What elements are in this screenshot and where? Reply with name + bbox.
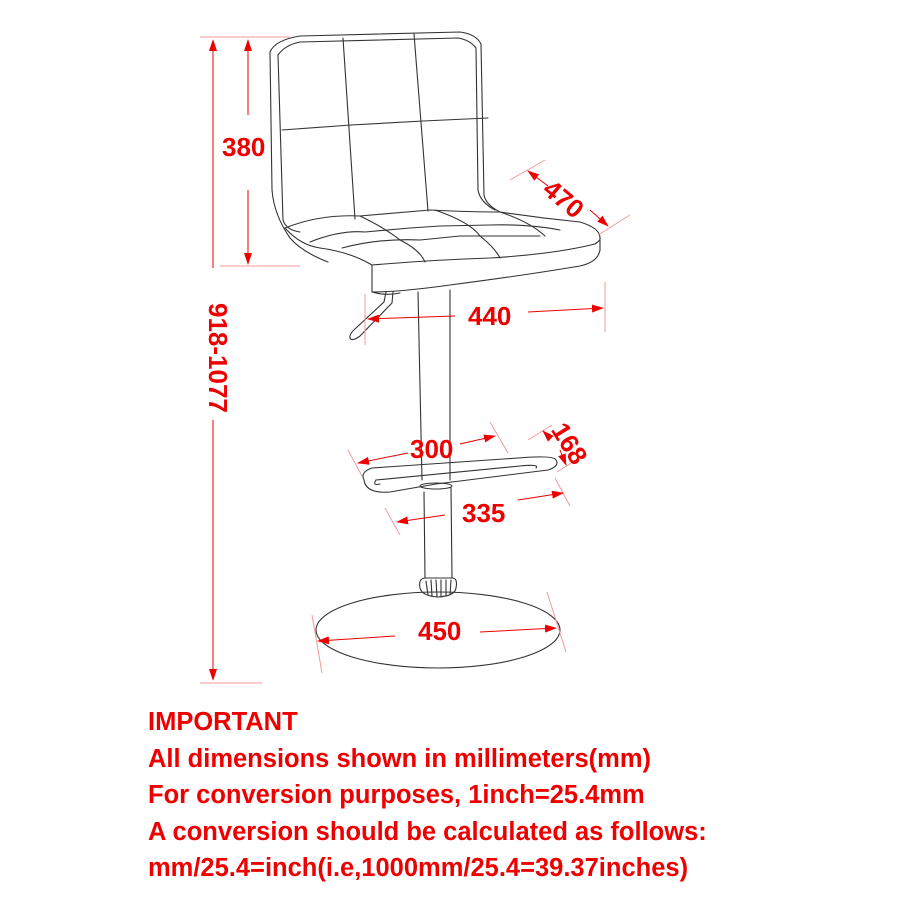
backrest-outer	[270, 32, 500, 212]
notes-line-conversion-intro: A conversion should be calculated as follows:	[148, 817, 707, 846]
conversion-notes	[148, 704, 707, 887]
notes-line-units: All dimensions shown in millimeters(mm)	[148, 744, 652, 773]
height-lever	[350, 292, 393, 340]
dimension-overall-height: 918-1077	[203, 303, 233, 413]
dimension-seat-depth: 470	[537, 173, 590, 225]
dimension-footrest-width-back: 300	[410, 434, 454, 464]
notes-line-conversion-formula: mm/25.4=inch(i.e,1000mm/25.4=39.37inches)	[148, 854, 689, 882]
seat-top	[285, 210, 600, 238]
notes-heading: IMPORTANT	[148, 708, 298, 736]
dimension-base-diameter: 450	[418, 616, 462, 646]
stool-outline	[270, 32, 600, 668]
dimension-footrest-width-front: 335	[462, 498, 506, 528]
backrest-inner	[278, 38, 495, 210]
dimension-lines	[213, 40, 608, 680]
footrest-ring	[363, 457, 557, 492]
dimension-seat-width: 440	[468, 301, 512, 331]
dimension-footrest-depth: 168	[545, 417, 594, 470]
dimension-backrest-height: 380	[222, 132, 266, 162]
notes-line-conversion-factor: For conversion purposes, 1inch=25.4mm	[148, 781, 645, 809]
